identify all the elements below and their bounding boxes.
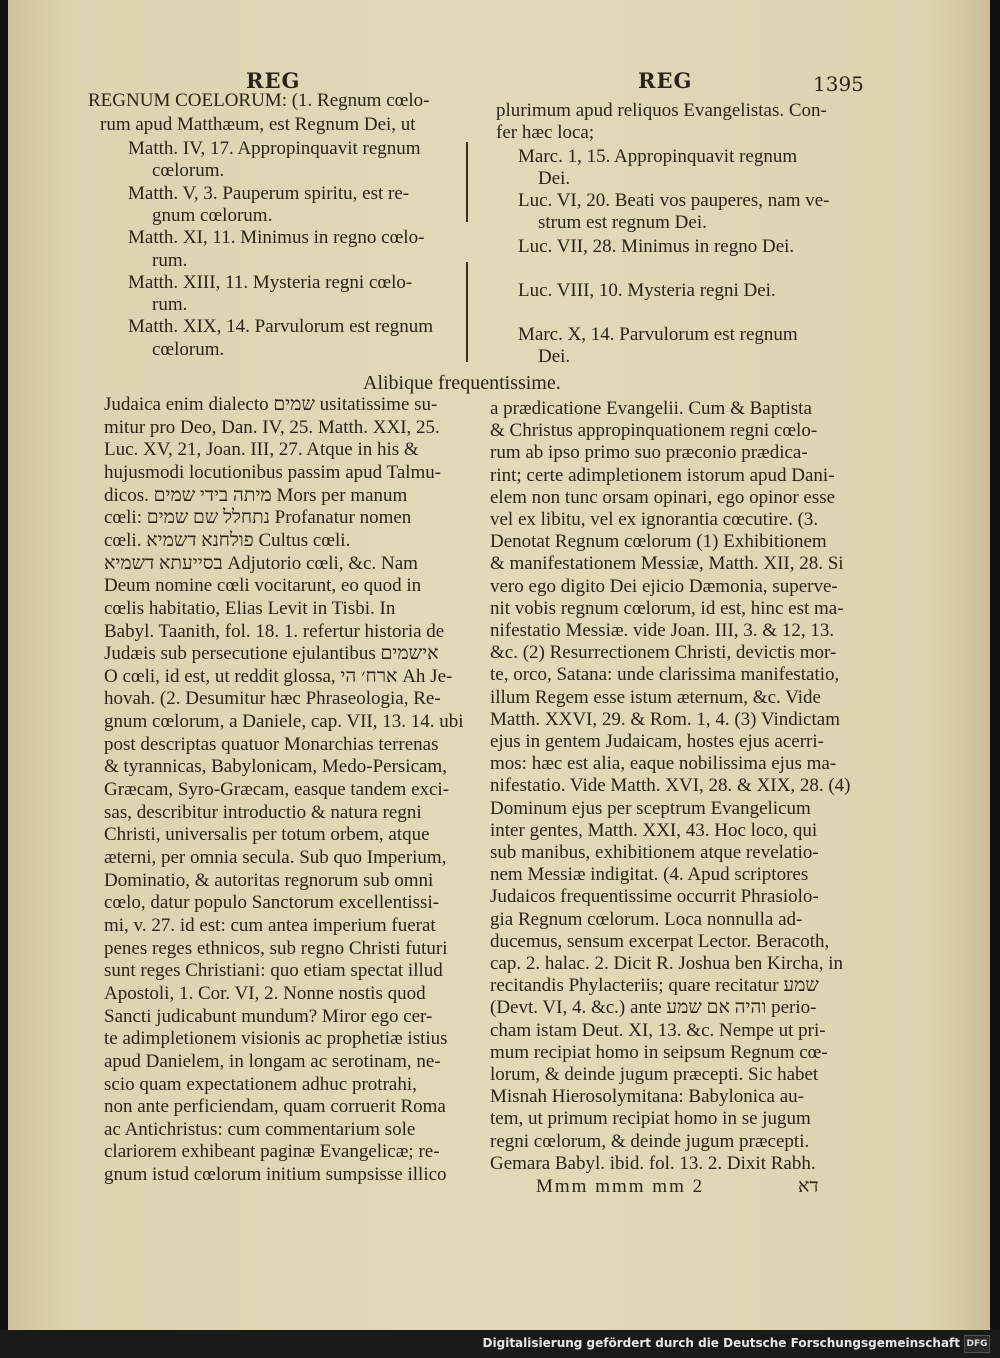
signature-mark: Mmm mmm mm 2 [536, 1176, 705, 1197]
book-page [8, 0, 990, 1330]
body-line: vel ex libitu, vel ex ignorantia cœcutire. (3. [490, 509, 819, 530]
footer-credit: Digitalisierung gefördert durch die Deutsche Forschungsgemeinschaft [482, 1336, 960, 1350]
body-line: elem non tunc orsam opinari, ego opinor esse [490, 486, 836, 508]
footer-bar [0, 1330, 1000, 1358]
body-line: æterni, per omnia secula. Sub quo Imperium, [104, 847, 447, 868]
body-line: O cœli, id est, ut reddit glossa, ארח׳ הי Ah Je- [104, 665, 453, 687]
body-line: lorum, & deinde jugum præcepti. Sic habet [490, 1064, 819, 1085]
body-line: ejus in gentem Judaicam, hostes ejus acerri- [490, 731, 824, 752]
body-line: gia Regnum cœlorum. Loca nonnulla ad- [490, 908, 803, 930]
body-line: mos: hæc est alia, eaque nobilissima ejus ma- [490, 753, 837, 775]
body-line: Luc. XV, 21, Joan. III, 27. Atque in his & [104, 439, 419, 461]
body-line: cœli. פולחנא דשמיא Cultus cœli. [104, 529, 351, 551]
body-line: illum Regem esse istum æternum, &c. Vide [490, 686, 821, 708]
body-line: regni cœlorum, & deinde jugum præcepti. [490, 1130, 810, 1152]
body-line: te adimpletionem visionis ac prophetiæ istius [104, 1028, 448, 1050]
body-line: cœlo, datur populo Sanctorum excellentissi- [104, 892, 440, 914]
body-line: Judæis sub persecutione ejulantibus אישמים [104, 643, 439, 665]
text-line: rum apud Matthæum, est Regnum Dei, ut [100, 114, 416, 135]
reference-line: Matth. XIX, 14. Parvulorum est regnum [128, 316, 434, 338]
body-line: mitur pro Deo, Dan. IV, 25. Matth. XXI, 25. [104, 416, 440, 438]
reference-line: Luc. VIII, 10. Mysteria regni Dei. [518, 280, 776, 301]
catchword: דא [798, 1176, 819, 1197]
reference-line: Dei. [538, 168, 571, 189]
body-line: mum recipiat homo in seipsum Regnum cœ- [490, 1041, 828, 1063]
reference-line: Matth. XIII, 11. Mysteria regni cœlo- [128, 271, 413, 293]
body-line: apud Danielem, in longam ac serotinam, ne- [104, 1050, 441, 1072]
body-line: recitandis Phylacteriis; quare recitatur שמע [490, 975, 819, 997]
body-line: Denotat Regnum cœlorum (1) Exhibitionem [490, 531, 827, 553]
body-line: Apostoli, 1. Cor. VI, 2. Nonne nostis quod [104, 982, 426, 1004]
running-head-right: REG [638, 68, 693, 93]
reference-line: Luc. VI, 20. Beati vos pauperes, nam ve- [518, 190, 830, 211]
brace-bar [466, 142, 468, 222]
body-line: בסייעתא דשמיא Adjutorio cœli, &c. Nam [104, 552, 418, 574]
body-line: hujusmodi locutionibus passim apud Talmu- [104, 461, 442, 483]
reference-line: Matth. V, 3. Pauperum spiritu, est re- [128, 182, 410, 204]
body-line: nem Messiæ indigitat. (4. Apud scriptores [490, 864, 809, 886]
dfg-logo: DFG [964, 1335, 990, 1353]
body-line: scio quam expectationem adhuc protrahi, [104, 1073, 417, 1095]
body-line: non ante perficiendam, quam corruerit Roma [104, 1096, 446, 1118]
reference-line: strum est regnum Dei. [538, 212, 707, 233]
reference-line: Dei. [538, 346, 571, 367]
body-line: Misnah Hierosolymitana: Babylonica au- [490, 1086, 804, 1108]
body-line: vero ego digito Dei ejicio Dæmonia, superve- [490, 575, 838, 597]
body-line: & manifestationem Messiæ, Matth. XII, 28. Si [490, 553, 844, 575]
reference-line: rum. [152, 294, 188, 316]
reference-line: Luc. VII, 28. Minimus in regno Dei. [518, 236, 795, 257]
reference-line: cœlorum. [152, 338, 225, 360]
body-line: (Devt. VI, 4. &c.) ante והיה אם שמע perio- [490, 997, 817, 1019]
body-line: mi, v. 27. id est: cum antea imperium fuerat [104, 914, 436, 936]
text-line: fer hæc loca; [496, 122, 595, 143]
reference-line: cœlorum. [152, 160, 225, 182]
brace-bar [466, 262, 468, 362]
body-line: penes reges ethnicos, sub regno Christi futuri [104, 937, 448, 959]
body-line: post descriptas quatuor Monarchias terrenas [104, 733, 439, 755]
body-line: sub manibus, exhibitionem atque revelatio- [490, 842, 819, 863]
body-line: Christi, universalis per totum orbem, atque [104, 824, 430, 846]
reference-line: Matth. IV, 17. Appropinquavit regnum [128, 138, 421, 159]
body-line: ac Antichristus: cum commentarium sole [104, 1118, 416, 1140]
body-line: cap. 2. halac. 2. Dicit R. Joshua ben Kircha, in [490, 953, 843, 974]
centered-line: Alibique frequentissime. [363, 372, 561, 394]
text-line: REGNUM COELORUM: (1. Regnum cœlo- [88, 90, 430, 111]
body-line: nit vobis regnum cœlorum, id est, hinc est ma- [490, 597, 844, 619]
running-head-left: REG [246, 68, 301, 93]
body-line: ducemus, sensum excerpat Lector. Beracoth, [490, 930, 830, 952]
reference-line: Marc. 1, 15. Appropinquavit regnum [518, 146, 798, 167]
body-line: Judaicos frequentissime occurrit Phrasiolo- [490, 886, 819, 908]
reference-line: Marc. X, 14. Parvulorum est regnum [518, 324, 798, 345]
body-line: te, orco, Satana: unde clarissima manifestatio, [490, 664, 840, 686]
body-line: Dominatio, & autoritas regnorum sub omni [104, 869, 434, 891]
body-line: a prædicatione Evangelii. Cum & Baptista [490, 398, 812, 419]
body-line: nifestatio. Vide Matth. XVI, 28. & XIX, 28. (4) [490, 775, 851, 797]
body-line: clariorem exhibeant paginæ Evangelicæ; re- [104, 1141, 440, 1163]
body-line: Græcam, Syro-Græcam, easque tandem exci- [104, 779, 450, 801]
body-line: dicos. מיתה בידי שמים Mors per manum [104, 484, 408, 506]
body-line: &c. (2) Resurrectionem Christi, devictis mor- [490, 642, 837, 664]
body-line: Matth. XXVI, 29. & Rom. 1, 4. (3) Vindictam [490, 708, 840, 730]
body-line: gnum istud cœlorum initium sumpsisse illico [104, 1164, 447, 1186]
body-line: inter gentes, Matth. XXI, 43. Hoc loco, qui [490, 819, 818, 841]
body-line: Gemara Babyl. ibid. fol. 13. 2. Dixit Rabh. [490, 1152, 816, 1174]
body-line: sas, describitur introductio & natura regni [104, 801, 422, 823]
body-line: sunt reges Christiani: quo etiam spectat illud [104, 960, 443, 982]
body-line: Babyl. Taanith, fol. 18. 1. refertur historia de [104, 620, 445, 642]
body-line: & Christus appropinquationem regni cœlo- [490, 420, 818, 442]
reference-line: rum. [152, 249, 188, 271]
body-line: gnum cœlorum, a Daniele, cap. VII, 13. 14. ubi [104, 711, 464, 733]
body-line: Dominum ejus per sceptrum Evangelicum [490, 797, 811, 819]
body-line: Judaica enim dialecto שמים usitatissime su- [104, 394, 438, 415]
body-line: cœli: נתחלל שם שמים Profanatur nomen [104, 507, 412, 529]
body-line: Sancti judicabunt mundum? Miror ego cer- [104, 1005, 433, 1027]
body-line: rint; certe adimpletionem istorum apud Dani- [490, 464, 835, 486]
body-line: tem, ut primum recipiat homo in se jugum [490, 1108, 811, 1130]
body-line: hovah. (2. Desumitur hæc Phraseologia, Re- [104, 688, 441, 710]
body-line: Deum nomine cœli vocitarunt, eo quod in [104, 575, 422, 597]
text-line: plurimum apud reliquos Evangelistas. Con- [496, 100, 827, 121]
body-line: cham istam Deut. XI, 13. &c. Nempe ut pri- [490, 1019, 826, 1041]
body-line: cœlis habitatio, Elias Levit in Tisbi. In [104, 597, 396, 619]
body-line: rum ab ipso primo suo præconio prædica- [490, 442, 808, 464]
page-number: 1395 [813, 72, 864, 96]
body-line: & tyrannicas, Babylonicam, Medo-Persicam, [104, 756, 447, 778]
reference-line: gnum cœlorum. [152, 204, 273, 226]
body-line: nifestatio Messiæ. vide Joan. III, 3. & 12, 13. [490, 620, 835, 641]
reference-line: Matth. XI, 11. Minimus in regno cœlo- [128, 227, 425, 249]
